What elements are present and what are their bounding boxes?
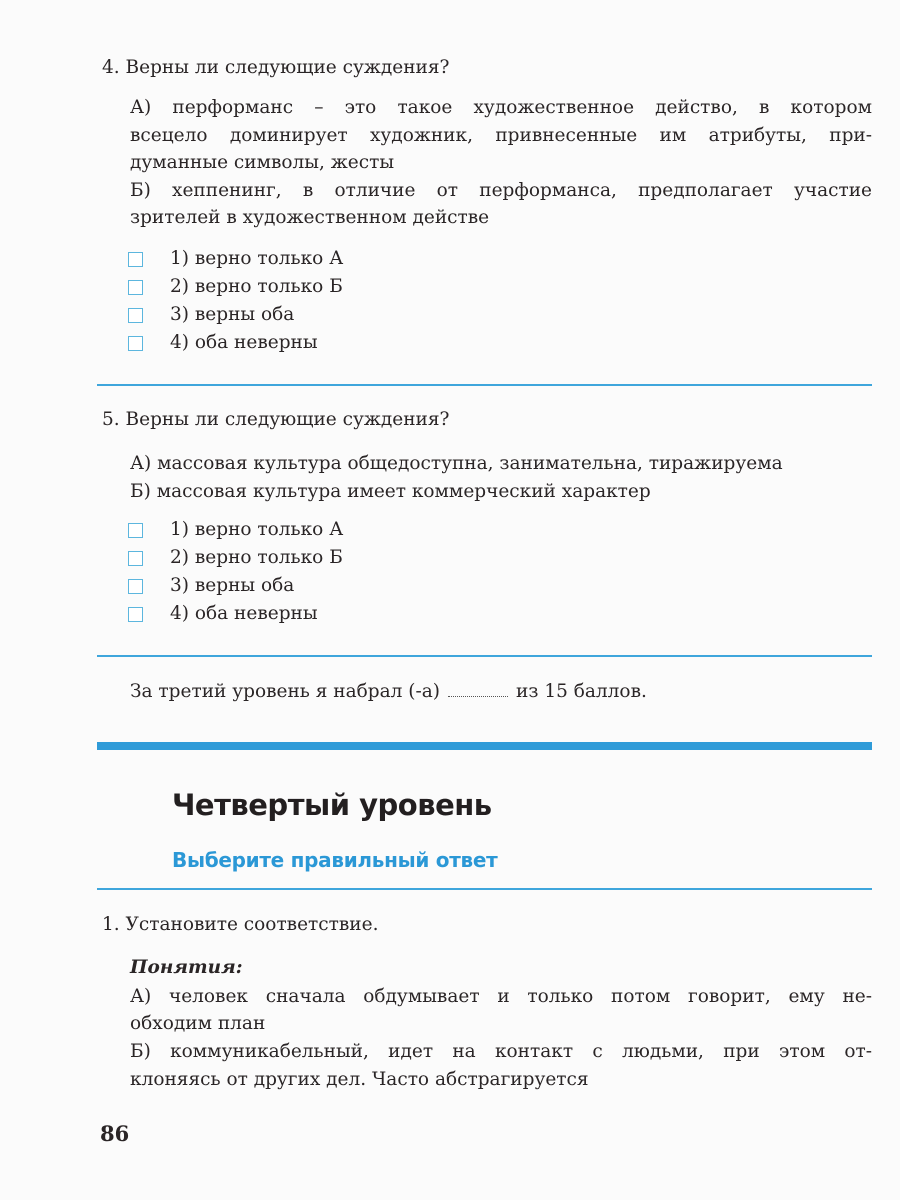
- divider: [97, 384, 872, 386]
- section-subtitle: Выберите правильный ответ: [172, 848, 498, 872]
- checkbox[interactable]: [128, 252, 143, 267]
- divider: [97, 655, 872, 657]
- q4-statement-line: Б) хеппенинг, в отличие от перформанса, предполагает участие: [130, 180, 872, 201]
- option-label: 4) оба неверны: [170, 603, 318, 624]
- question-5-title: 5. Верны ли следующие суждения?: [102, 409, 450, 430]
- option-label: 4) оба неверны: [170, 332, 318, 353]
- checkbox[interactable]: [128, 607, 143, 622]
- option-label: 3) верны оба: [170, 304, 295, 325]
- checkbox[interactable]: [128, 579, 143, 594]
- section-title: Четвертый уровень: [172, 788, 492, 822]
- checkbox[interactable]: [128, 551, 143, 566]
- q4-statement-line: А) перформанс – это такое художественное действо, в котором: [130, 97, 872, 118]
- q1-line: А) человек сначала обдумывает и только потом говорит, ему не-: [130, 986, 872, 1007]
- divider: [97, 888, 872, 890]
- option-label: 2) верно только Б: [170, 547, 343, 568]
- checkbox[interactable]: [128, 280, 143, 295]
- q1-line: обходим план: [130, 1013, 266, 1034]
- score-blank[interactable]: [448, 696, 508, 697]
- checkbox[interactable]: [128, 523, 143, 538]
- q5-statement-line: Б) массовая культура имеет коммерческий характер: [130, 481, 651, 502]
- section-bar: [97, 742, 872, 750]
- q1-line: Б) коммуникабельный, идет на контакт с людьми, при этом от-: [130, 1041, 872, 1062]
- q4-statement-line: зрителей в художественном действе: [130, 207, 490, 228]
- score-text: За третий уровень я набрал (-а): [130, 681, 441, 702]
- option-label: 1) верно только А: [170, 248, 344, 269]
- option-label: 1) верно только А: [170, 519, 344, 540]
- q4-statement-line: всецело доминирует художник, привнесенные им атрибуты, при-: [130, 125, 872, 146]
- score-line: [130, 678, 647, 706]
- option-label: 2) верно только Б: [170, 276, 343, 297]
- checkbox[interactable]: [128, 308, 143, 323]
- option-label: 3) верны оба: [170, 575, 295, 596]
- checkbox[interactable]: [128, 336, 143, 351]
- q1-line: клоняясь от других дел. Часто абстрагируется: [130, 1069, 589, 1090]
- question-4-title: 4. Верны ли следующие суждения?: [102, 57, 450, 78]
- page-number: 86: [100, 1121, 130, 1146]
- concepts-label: Понятия:: [130, 957, 243, 978]
- score-total: из 15 баллов.: [516, 681, 647, 702]
- q4-statement-line: думанные символы, жесты: [130, 152, 395, 173]
- q5-statement-line: А) массовая культура общедоступна, занимательна, тиражируема: [130, 453, 783, 474]
- question-1-title: 1. Установите соответствие.: [102, 914, 379, 935]
